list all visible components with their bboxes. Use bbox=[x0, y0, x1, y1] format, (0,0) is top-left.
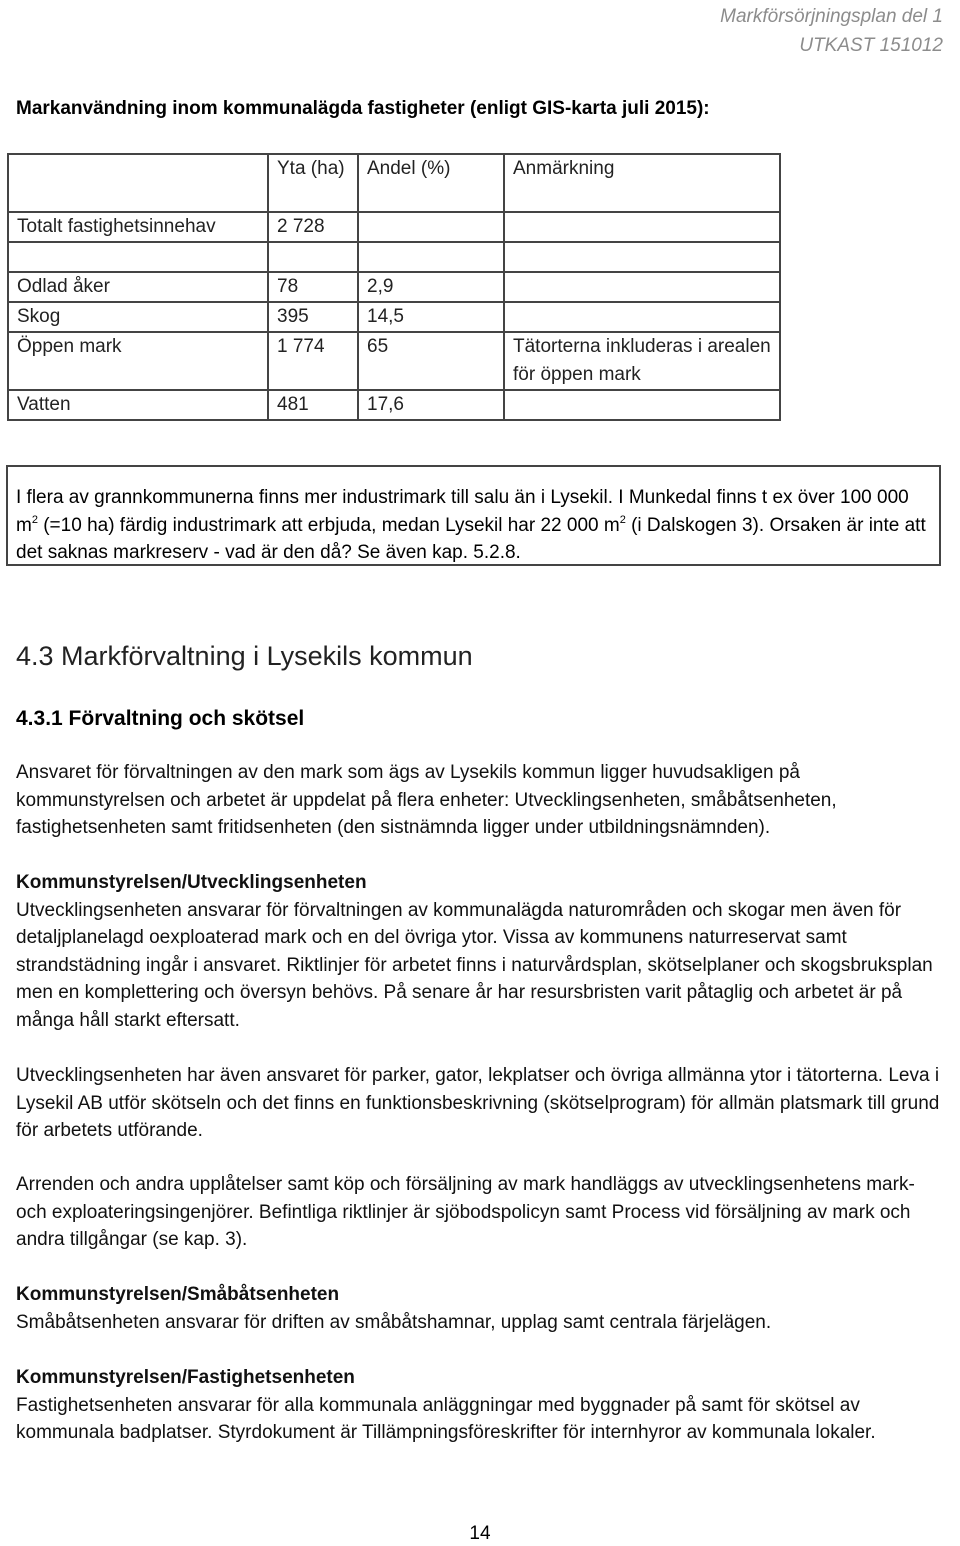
smabatsenheten-title: Kommunstyrelsen/Småbåtsenheten bbox=[16, 1284, 340, 1305]
table-cell: 14,5 bbox=[358, 302, 504, 332]
table-cell: 1 774 bbox=[268, 332, 358, 390]
table-cell bbox=[504, 212, 780, 242]
subsection-heading: 4.3.1 Förvaltning och skötsel bbox=[16, 707, 305, 730]
header-cell-remark: Anmärkning bbox=[504, 154, 780, 212]
table-cell bbox=[358, 212, 504, 242]
header-cell-area: Yta (ha) bbox=[268, 154, 358, 212]
table-cell: 65 bbox=[358, 332, 504, 390]
table-cell: Totalt fastighetsinnehav bbox=[8, 212, 268, 242]
table-cell: 78 bbox=[268, 272, 358, 302]
table-row bbox=[8, 242, 780, 272]
table-cell bbox=[8, 242, 268, 272]
table-title: Markanvändning inom kommunalägda fastigheter (enligt GIS-karta juli 2015): bbox=[16, 98, 710, 119]
table-cell: Skog bbox=[8, 302, 268, 332]
page-number: 14 bbox=[469, 1523, 491, 1544]
note-text-part1: I flera av grannkommunerna finns mer industrimark till salu än i Lysekil. I Munkedal finns t ex över 100 000 m bbox=[16, 487, 909, 536]
table-row bbox=[8, 302, 780, 332]
header-draft-label: UTKAST 151012 bbox=[799, 35, 943, 56]
page-header bbox=[720, 2, 943, 60]
utvecklingsenheten-title: Kommunstyrelsen/Utvecklingsenheten bbox=[16, 872, 367, 893]
table-cell: 395 bbox=[268, 302, 358, 332]
header-cell-share: Andel (%) bbox=[358, 154, 504, 212]
land-use-table bbox=[7, 153, 781, 421]
header-cell-empty bbox=[8, 154, 268, 212]
utvecklingsenheten-text: Utvecklingsenheten ansvarar för förvaltningen av kommunalägda naturområden och skogar men även för detaljplanelagd oexploaterad mark och en del övriga ytor. Vissa av kommunens naturreservat samt strandstädning ingår i ansvaret. Riktlinjer för arbetet finns i naturvårdsplan, skötselplaner och skogsbruksplan men en komplettering och översyn behövs. På senare år har resursbristen varit påtaglig och arbetet är på många håll starkt eftersatt. bbox=[16, 899, 933, 1031]
table-cell bbox=[504, 242, 780, 272]
table-cell bbox=[504, 390, 780, 420]
intro-paragraph: Ansvaret för förvaltningen av den mark som ägs av Lysekils kommun ligger huvudsakligen på kommunstyrelsen och arbetet är uppdelat på flera enheter: Utvecklingsenheten, småbåtsenheten, fastighetsenheten samt fritidsenheten (den sistnämnda ligger under utbildningsnämnden). bbox=[16, 762, 837, 839]
table-row bbox=[8, 272, 780, 302]
note-text-part3: (i Dalskogen 3). Orsaken är inte att det saknas markreserv - vad är den då? Se även kap. 5.2.8. bbox=[16, 514, 926, 563]
parks-paragraph: Utvecklingsenheten har även ansvaret för parker, gator, lekplatser och övriga allmänna ytor i tätorterna. Leva i Lysekil AB utför skötseln och det finns en funktionsbeskrivning (skötselprogram) för allmän platsmark till grund för arbetets utförande. bbox=[16, 1065, 940, 1142]
smabatsenheten-text: Småbåtsenheten ansvarar för driften av småbåtshamnar, upplag samt centrala färjelägen. bbox=[16, 1311, 772, 1333]
table-cell: Öppen mark bbox=[8, 332, 268, 390]
table-cell: 2 728 bbox=[268, 212, 358, 242]
fastighetsenheten-text: Fastighetsenheten ansvarar för alla kommunala anläggningar med byggnader på samt för skötsel av kommunala badplatser. Styrdokument är Tillämpningsföreskrifter för internhyror av kommunala lokaler. bbox=[16, 1394, 876, 1444]
table-cell: 2,9 bbox=[358, 272, 504, 302]
table-cell: Tätorterna inkluderas i arealen för öppen mark bbox=[504, 332, 780, 390]
table-row bbox=[8, 332, 780, 390]
fastighetsenheten-section bbox=[16, 1364, 946, 1447]
table-cell: Odlad åker bbox=[8, 272, 268, 302]
table-cell: Vatten bbox=[8, 390, 268, 420]
table-row bbox=[8, 212, 780, 242]
table-cell bbox=[358, 242, 504, 272]
table-cell bbox=[504, 302, 780, 332]
industrial-land-note-box bbox=[6, 465, 941, 566]
leases-paragraph: Arrenden och andra upplåtelser samt köp och försäljning av mark handläggs av utvecklingsenhetens mark- och exploateringsingenjörer. Befintliga riktlinjer är sjöbodspolicyn samt Process vid försäljning av mark och andra tillgångar (se kap. 3). bbox=[16, 1174, 915, 1251]
table-header-row bbox=[8, 154, 780, 212]
note-sup-1: 2 bbox=[31, 513, 38, 526]
note-text-part2: (=10 ha) färdig industrimark att erbjuda, medan Lysekil har 22 000 m bbox=[37, 514, 620, 536]
utvecklingsenheten-section bbox=[16, 869, 946, 1035]
smabatsenheten-section bbox=[16, 1281, 946, 1336]
section-heading: 4.3 Markförvaltning i Lysekils kommun bbox=[16, 641, 473, 671]
note-sup-2: 2 bbox=[619, 513, 626, 526]
table-cell bbox=[268, 242, 358, 272]
table-cell bbox=[504, 272, 780, 302]
table-row bbox=[8, 390, 780, 420]
table-cell: 481 bbox=[268, 390, 358, 420]
table-cell: 17,6 bbox=[358, 390, 504, 420]
fastighetsenheten-title: Kommunstyrelsen/Fastighetsenheten bbox=[16, 1367, 355, 1388]
header-title: Markförsörjningsplan del 1 bbox=[720, 6, 943, 27]
